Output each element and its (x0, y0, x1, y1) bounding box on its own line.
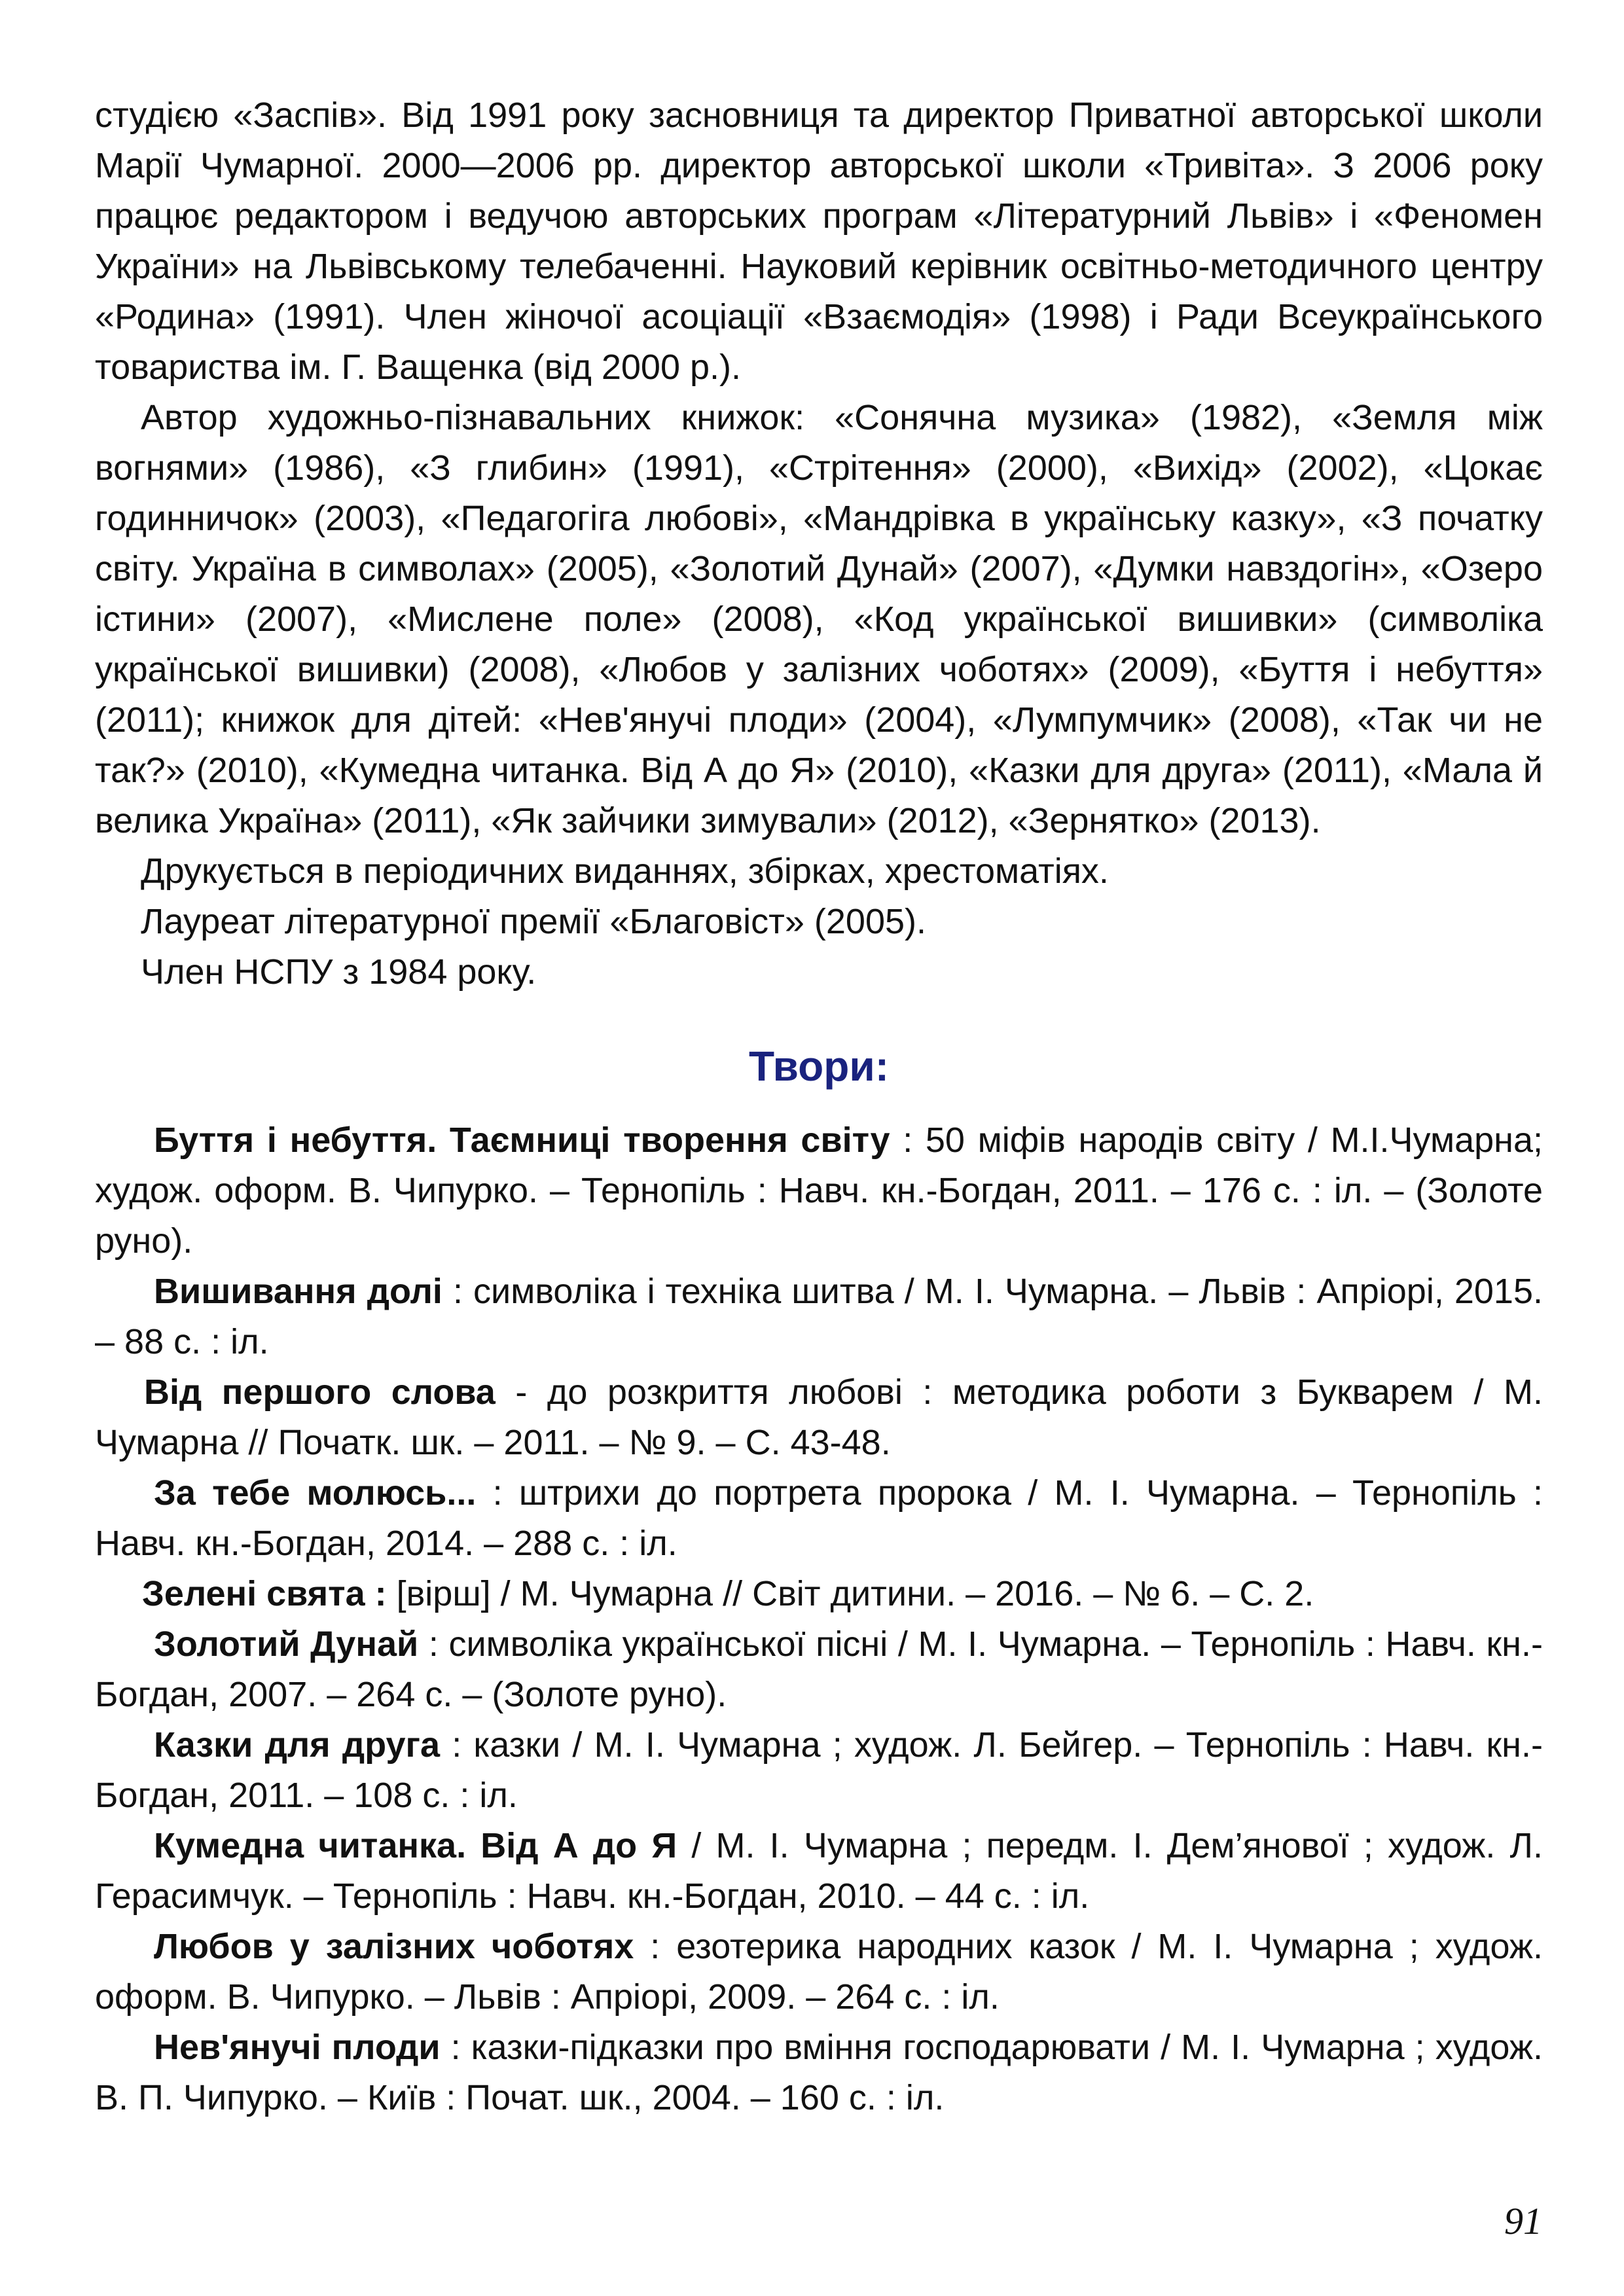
work-details: : штрихи до портрета пророка / М. І. Чумарна. – Тернопіль : Навч. кн.-Богдан, 2014. – 288 с. : іл. (95, 1473, 1543, 1563)
work-details: - до розкриття любові : методика роботи з Букварем / М. Чумарна // Початк. шк. – 2011. – № 9. – С. 43-48. (95, 1372, 1543, 1462)
bio-paragraph: Лауреат літературної премії «Благовіст» (2005). (141, 902, 926, 941)
work-details: / М. І. Чумарна ; передм. І. Дем’янової ; худож. Л. Герасимчук. – Тернопіль : Навч. кн.-Богдан, 2010. – 44 с. : іл. (95, 1826, 1543, 1916)
work-details: : езотерика народних казок / М. І. Чумарна ; худож. оформ. В. Чипурко. – Львів : Апріорі, 2009. – 264 с. : іл. (95, 1927, 1543, 2017)
works-list (95, 1115, 1543, 2123)
bio-paragraph: Член НСПУ з 1984 року. (141, 952, 537, 992)
work-title: Нев'янучі плоди (154, 2028, 441, 2067)
work-title: За тебе молюсь... (154, 1473, 477, 1513)
work-entry (95, 1367, 1543, 1468)
work-entry (95, 1821, 1543, 1922)
work-details: : символіка і техніка шитва / М. І. Чумарна. – Львів : Апріорі, 2015. – 88 с. : іл. (95, 1272, 1543, 1361)
bio-paragraph: студією «Заспів». Від 1991 року засновниця та директор Приватної авторської школи Марії Чумарної. 2000—2006 рр. директор авторської школи «Тривіта». З 2006 року працює редактором і ведучою авторських програм «Літературний Львів» і «Феномен України» на Львівському телебаченні. Науковий керівник освітньо-методичного центру «Родина» (1991). Член жіночої асоціації «Взаємодія» (1998) і Ради Всеукраїнського товариства ім. Г. Ващенка (від 2000 р.). (95, 96, 1543, 387)
work-title: Від першого слова (144, 1372, 496, 1412)
work-entry (95, 1619, 1543, 1720)
work-entry (95, 1266, 1543, 1367)
work-title: Любов у залізних чоботях (154, 1927, 634, 1966)
work-details: : казки / М. І. Чумарна ; худож. Л. Бейгер. – Тернопіль : Навч. кн.-Богдан, 2011. – 108 с. : іл. (95, 1725, 1543, 1815)
works-heading: Твори: (749, 1043, 889, 1090)
work-details: : 50 міфів народів світу / М.І.Чумарна; худож. оформ. В. Чипурко. – Тернопіль : Навч. кн.-Богдан, 2011. – 176 с. : іл. – (Золоте руно). (95, 1121, 1543, 1261)
bio-paragraph: Автор художньо-пізнавальних книжок: «Сонячна музика» (1982), «Земля між вогнями» (1986), «З глибин» (1991), «Стрітення» (2000), «Вихід» (2002), «Цокає годинничок» (2003), «Педагогіга любові», «Мандрівка в українську казку», «З початку світу. Україна в символах» (2005), «Золотий Дунай» (2007), «Думки навздогін», «Озеро істини» (2007), «Мислене поле» (2008), «Код української вишивки» (символіка української вишивки) (2008), «Любов у залізних чоботях» (2009), «Буття і небуття» (2011); книжок для дітей: «Нев'янучі плоди» (2004), «Лумпумчик» (2008), «Так чи не так?» (2010), «Кумедна читанка. Від А до Я» (2010), «Казки для друга» (2011), «Мала й велика Україна» (2011), «Як зайчики зимували» (2012), «Зернятко» (2013). (95, 398, 1543, 840)
work-title: Золотий Дунай (154, 1624, 419, 1664)
work-details: [вірш] / М. Чумарна // Світ дитини. – 2016. – № 6. – С. 2. (386, 1574, 1314, 1613)
work-entry (95, 2022, 1543, 2123)
work-title: Зелені свята : (142, 1574, 387, 1613)
work-title: Казки для друга (154, 1725, 440, 1765)
page-content (95, 90, 1543, 2123)
work-title: Буття і небуття. Таємниці творення світу (154, 1121, 890, 1160)
work-entry (95, 1720, 1543, 1821)
work-entry (95, 1115, 1543, 1266)
work-details: : символіка української пісні / М. І. Чумарна. – Тернопіль : Навч. кн.-Богдан, 2007. – 264 с. – (Золоте руно). (95, 1624, 1543, 1714)
work-entry (95, 1569, 1543, 1619)
work-entry (95, 1468, 1543, 1569)
page-number: 91 (1504, 2200, 1542, 2242)
work-entry (95, 1922, 1543, 2022)
work-title: Вишивання долі (154, 1272, 442, 1311)
work-details: : казки-підказки про вміння господарювати / М. І. Чумарна ; худож. В. П. Чипурко. – Київ : Почат. шк., 2004. – 160 с. : іл. (95, 2028, 1543, 2117)
work-title: Кумедна читанка. Від А до Я (154, 1826, 677, 1865)
bio-paragraph: Друкується в періодичних виданнях, збірках, хрестоматіях. (141, 852, 1109, 891)
